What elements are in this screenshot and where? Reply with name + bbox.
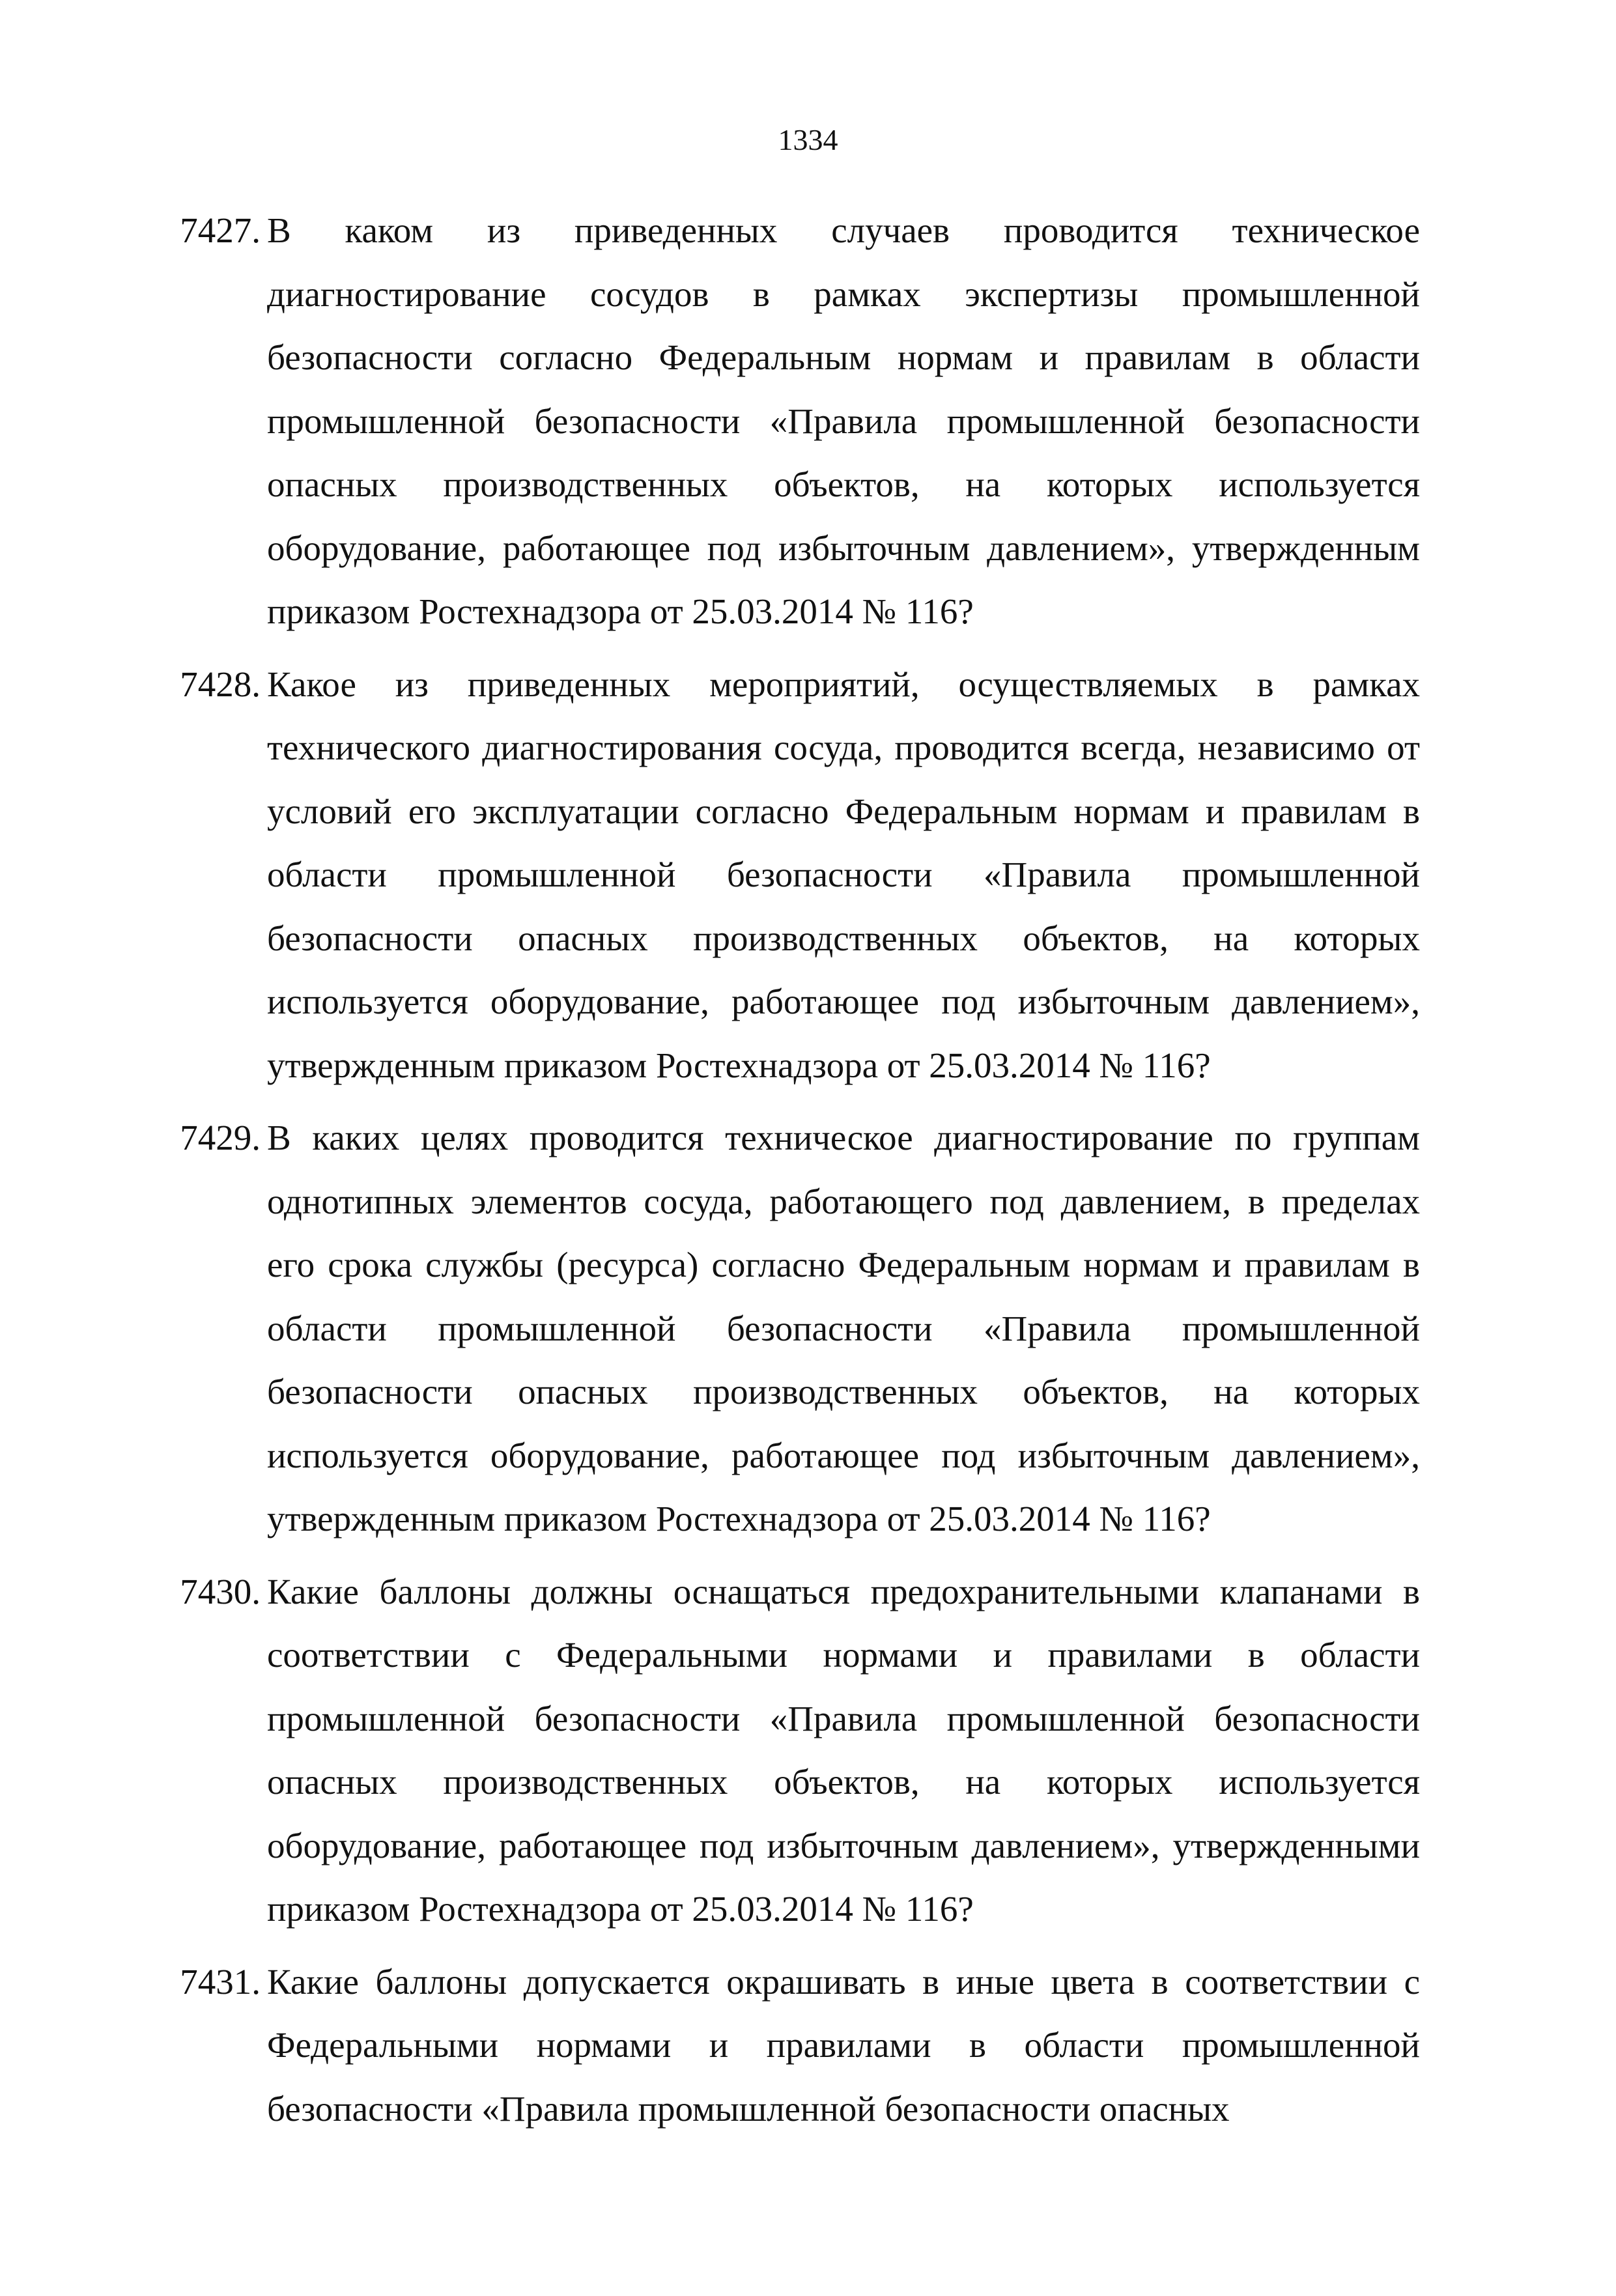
question-text: Какие баллоны допускается окрашивать в иные цвета в соответствии с Федеральными нормами и правилами в области промышленной безопасности «Правила промышленной безопасности опасных: [267, 1961, 1420, 2129]
question-number: 7428.: [180, 664, 261, 704]
question-item-7430: [180, 1560, 1420, 1941]
page-number: 1334: [778, 123, 838, 156]
question-list: [180, 199, 1420, 2149]
question-text: В каких целях проводится техническое диагностирование по группам однотипных элементов сосуда, работающего под давлением, в пределах его срока службы (ресурса) согласно Федеральным нормам и правилам в области промышленной безопасности «Правила промышленной безопасности опасных производственных объектов, на которых используется оборудование, работающее под избыточным давлением», утвержденным приказом Ростехнадзора от 25.03.2014 № 116?: [267, 1118, 1420, 1538]
question-item-7428: [180, 653, 1420, 1098]
question-number: 7427.: [180, 210, 261, 250]
question-text: Какие баллоны должны оснащаться предохранительными клапанами в соответствии с Федеральными нормами и правилами в области промышленной безопасности «Правила промышленной безопасности опасных производственных объектов, на которых используется оборудование, работающее под избыточным давлением», утвержденными приказом Ростехнадзора от 25.03.2014 № 116?: [267, 1571, 1420, 1929]
question-number: 7429.: [180, 1118, 261, 1157]
question-number: 7430.: [180, 1571, 261, 1611]
question-item-7427: [180, 199, 1420, 644]
question-text: В каком из приведенных случаев проводится техническое диагностирование сосудов в рамках экспертизы промышленной безопасности согласно Федеральным нормам и правилам в области промышленной безопасности «Правила промышленной безопасности опасных производственных объектов, на которых используется оборудование, работающее под избыточным давлением», утвержденным приказом Ростехнадзора от 25.03.2014 № 116?: [267, 210, 1420, 631]
question-number: 7431.: [180, 1961, 261, 2002]
question-item-7429: [180, 1106, 1420, 1551]
question-text: Какое из приведенных мероприятий, осуществляемых в рамках технического диагностирования сосуда, проводится всегда, независимо от условий его эксплуатации согласно Федеральным нормам и правилам в области промышленной безопасности «Правила промышленной безопасности опасных производственных объектов, на которых используется оборудование, работающее под избыточным давлением», утвержденным приказом Ростехнадзора от 25.03.2014 № 116?: [267, 664, 1420, 1085]
question-item-7431: [180, 1950, 1420, 2141]
